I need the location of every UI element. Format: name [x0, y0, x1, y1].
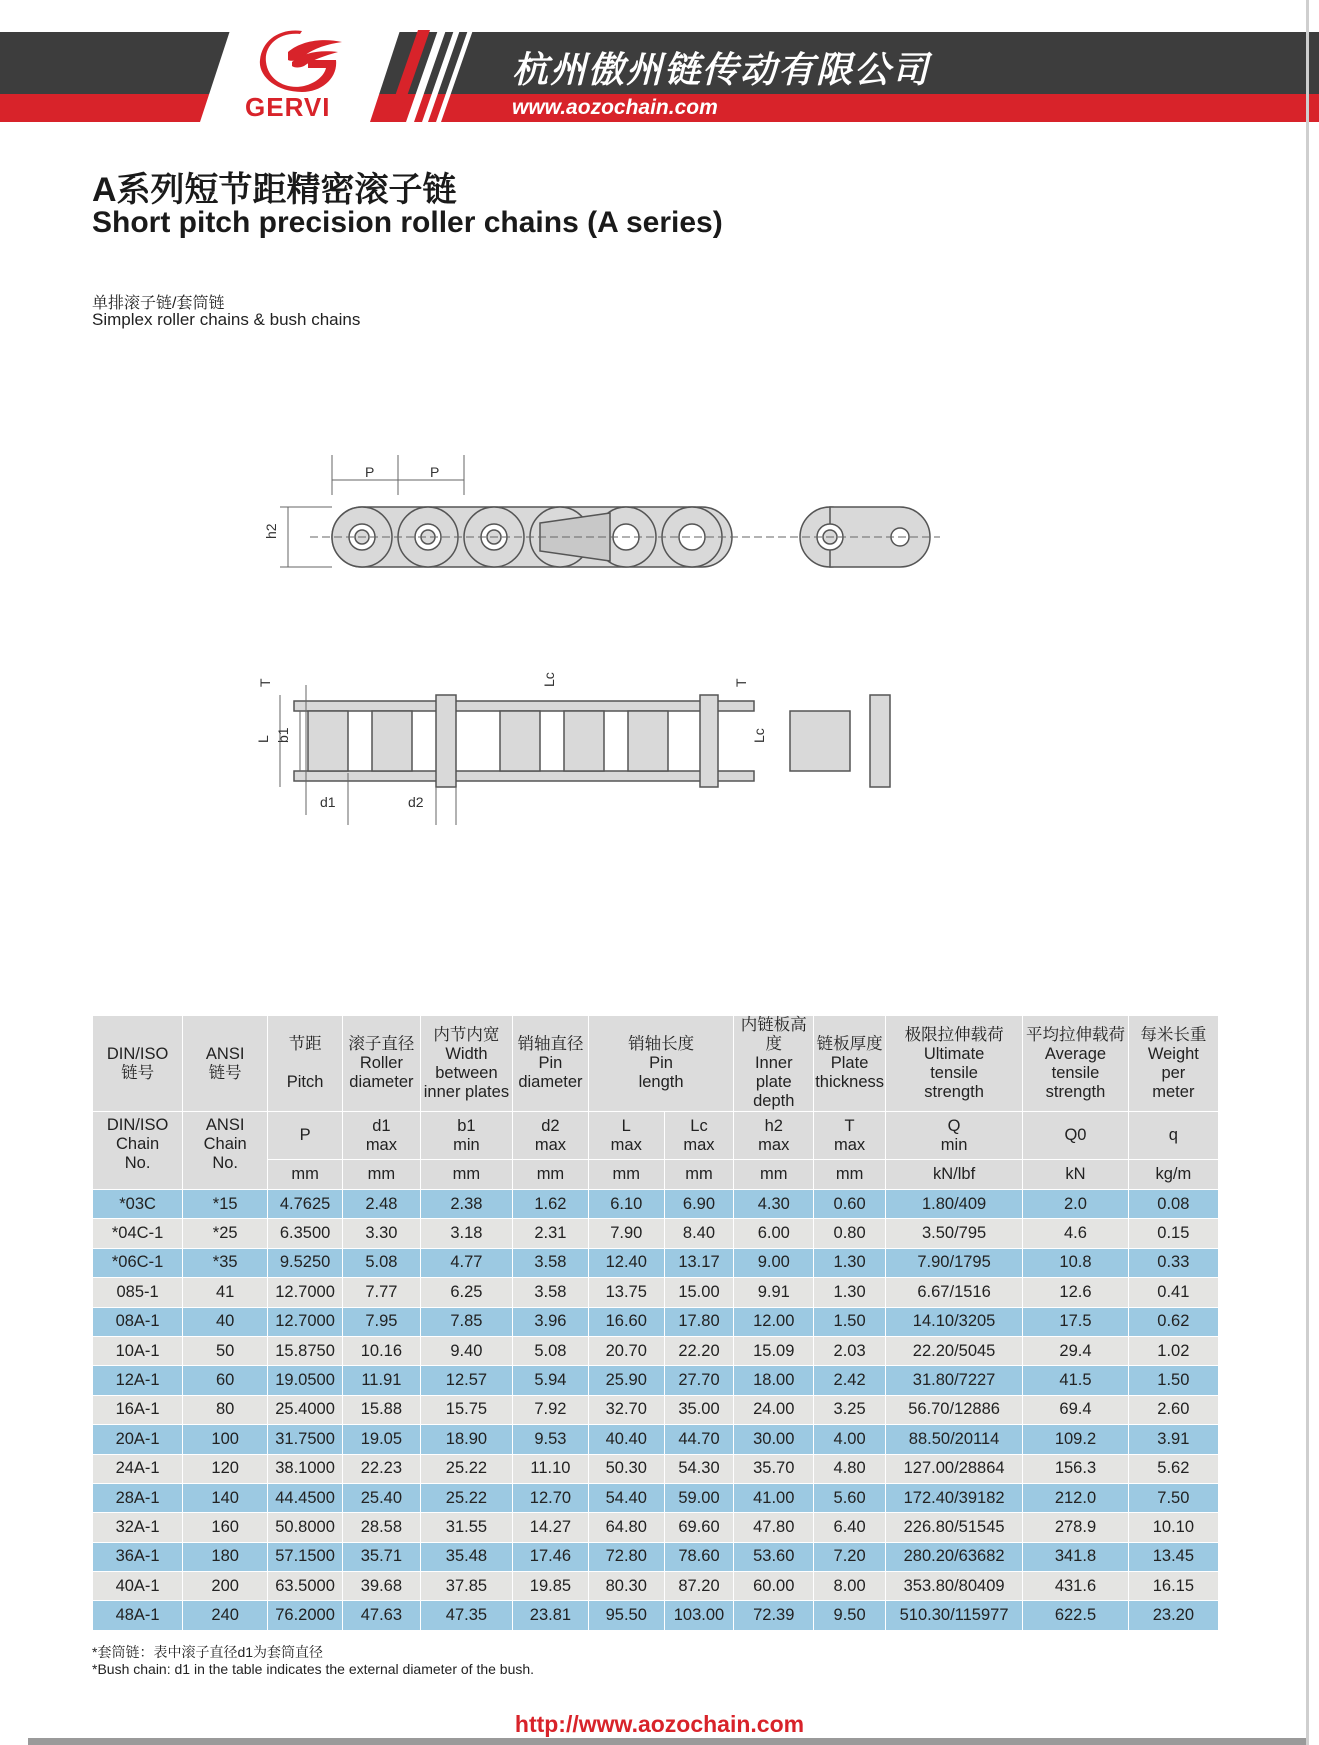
table-cell: 4.77 [420, 1248, 512, 1277]
table-cell: 5.94 [513, 1366, 589, 1395]
table-cell: 4.30 [734, 1190, 814, 1219]
table-cell: 14.10/3205 [885, 1307, 1022, 1336]
table-cell: 76.2000 [268, 1601, 343, 1630]
table-cell: 32.70 [588, 1395, 664, 1424]
table-cell: 7.85 [420, 1307, 512, 1336]
table-cell: 16A-1 [93, 1395, 183, 1424]
table-cell: 4.00 [814, 1425, 886, 1454]
table-cell: 95.50 [588, 1601, 664, 1630]
table-cell: 2.0 [1023, 1190, 1129, 1219]
table-cell: 180 [183, 1542, 268, 1571]
label-lc-top: Lc [541, 672, 557, 687]
table-cell: 16.15 [1128, 1572, 1218, 1601]
table-cell: 23.20 [1128, 1601, 1218, 1630]
table-cell: 2.60 [1128, 1395, 1218, 1424]
table-row [93, 1601, 1219, 1630]
table-cell: 1.30 [814, 1248, 886, 1277]
table-cell: 7.20 [814, 1542, 886, 1571]
table-cell: 7.90/1795 [885, 1248, 1022, 1277]
page-title-en: Short pitch precision roller chains (A series) [92, 206, 723, 239]
table-cell: 13.45 [1128, 1542, 1218, 1571]
table-cell: 9.40 [420, 1336, 512, 1365]
table-cell: 085-1 [93, 1278, 183, 1307]
table-cell: 278.9 [1023, 1513, 1129, 1542]
table-cell: 27.70 [664, 1366, 734, 1395]
table-cell: 7.92 [513, 1395, 589, 1424]
table-cell: 8.00 [814, 1572, 886, 1601]
table-cell: 18.00 [734, 1366, 814, 1395]
header-unit: kN [1023, 1160, 1129, 1190]
table-cell: 341.8 [1023, 1542, 1129, 1571]
table-cell: 25.40 [342, 1483, 420, 1512]
subtitle-en: Simplex roller chains & bush chains [92, 310, 361, 329]
table-cell: 6.00 [734, 1219, 814, 1248]
table-cell: 3.96 [513, 1307, 589, 1336]
header-unit: kN/lbf [885, 1160, 1022, 1190]
table-cell: 7.77 [342, 1278, 420, 1307]
table-cell: 44.70 [664, 1425, 734, 1454]
table-cell: 44.4500 [268, 1483, 343, 1512]
table-cell: 3.91 [1128, 1425, 1218, 1454]
table-cell: 15.88 [342, 1395, 420, 1424]
table-cell: 10.16 [342, 1336, 420, 1365]
table-cell: 25.90 [588, 1366, 664, 1395]
table-cell: 13.75 [588, 1278, 664, 1307]
table-cell: 47.63 [342, 1601, 420, 1630]
table-cell: 6.3500 [268, 1219, 343, 1248]
table-row [93, 1483, 1219, 1512]
table-cell: 120 [183, 1454, 268, 1483]
chain-diagram [250, 455, 1070, 935]
table-cell: 10A-1 [93, 1336, 183, 1365]
table-cell: 25.4000 [268, 1395, 343, 1424]
table-cell: 80.30 [588, 1572, 664, 1601]
header-symbol: b1 min [420, 1112, 512, 1160]
table-row [93, 1248, 1219, 1277]
header-symbol: Lc max [664, 1112, 734, 1160]
table-cell: 28.58 [342, 1513, 420, 1542]
table-cell: 29.4 [1023, 1336, 1129, 1365]
table-cell: 28A-1 [93, 1483, 183, 1512]
table-cell: 3.18 [420, 1219, 512, 1248]
table-cell: 4.7625 [268, 1190, 343, 1219]
page-header [0, 0, 1319, 122]
table-cell: 37.85 [420, 1572, 512, 1601]
table-cell: 40A-1 [93, 1572, 183, 1601]
header-pitch: 节距 Pitch [268, 1016, 343, 1112]
table-cell: 56.70/12886 [885, 1395, 1022, 1424]
table-cell: 50.8000 [268, 1513, 343, 1542]
footer-link[interactable]: http://www.aozochain.com [514, 1711, 805, 1737]
table-cell: 622.5 [1023, 1601, 1129, 1630]
table-cell: 103.00 [664, 1601, 734, 1630]
table-row [93, 1513, 1219, 1542]
table-cell: 0.15 [1128, 1219, 1218, 1248]
header-unit: mm [734, 1160, 814, 1190]
header-unit: mm [588, 1160, 664, 1190]
table-cell: *03C [93, 1190, 183, 1219]
table-cell: 17.80 [664, 1307, 734, 1336]
table-cell: 10.8 [1023, 1248, 1129, 1277]
table-cell: 4.6 [1023, 1219, 1129, 1248]
table-row [93, 1336, 1219, 1365]
table-cell: 23.81 [513, 1601, 589, 1630]
table-cell: 24A-1 [93, 1454, 183, 1483]
chain-top-view [294, 695, 890, 787]
table-cell: 431.6 [1023, 1572, 1129, 1601]
table-cell: 18.90 [420, 1425, 512, 1454]
label-t-right: T [733, 678, 749, 687]
header-unit: mm [268, 1160, 343, 1190]
table-cell: 4.80 [814, 1454, 886, 1483]
header-symbol: d2 max [513, 1112, 589, 1160]
table-cell: 2.03 [814, 1336, 886, 1365]
table-cell: 12.7000 [268, 1307, 343, 1336]
table-cell: 35.48 [420, 1542, 512, 1571]
table-cell: 240 [183, 1601, 268, 1630]
header-roller: 滚子直径 Roller diameter [342, 1016, 420, 1112]
table-cell: 0.33 [1128, 1248, 1218, 1277]
table-cell: 2.31 [513, 1219, 589, 1248]
table-cell: 41.5 [1023, 1366, 1129, 1395]
table-cell: 3.25 [814, 1395, 886, 1424]
table-cell: 15.8750 [268, 1336, 343, 1365]
table-cell: 7.50 [1128, 1483, 1218, 1512]
table-cell: 63.5000 [268, 1572, 343, 1601]
slash-decoration-icon [380, 26, 490, 122]
label-p2: P [430, 464, 440, 480]
header-unit: mm [664, 1160, 734, 1190]
table-row [93, 1278, 1219, 1307]
table-cell: 22.20 [664, 1336, 734, 1365]
table-cell: 22.20/5045 [885, 1336, 1022, 1365]
table-cell: 212.0 [1023, 1483, 1129, 1512]
header-width: 内节内宽 Width between inner plates [420, 1016, 512, 1112]
table-cell: 16.60 [588, 1307, 664, 1336]
table-cell: 6.67/1516 [885, 1278, 1022, 1307]
table-cell: 64.80 [588, 1513, 664, 1542]
table-cell: 72.80 [588, 1542, 664, 1571]
table-cell: 172.40/39182 [885, 1483, 1022, 1512]
table-cell: 87.20 [664, 1572, 734, 1601]
table-cell: 40 [183, 1307, 268, 1336]
label-d2: d2 [408, 794, 424, 810]
table-cell: 1.50 [814, 1307, 886, 1336]
table-cell: 5.60 [814, 1483, 886, 1512]
table-cell: 41.00 [734, 1483, 814, 1512]
header-website: www.aozochain.com [512, 96, 718, 119]
header-symbol: q [1128, 1112, 1218, 1160]
table-cell: 510.30/115977 [885, 1601, 1022, 1630]
table-cell: 0.08 [1128, 1190, 1218, 1219]
table-row [93, 1395, 1219, 1424]
table-cell: 1.80/409 [885, 1190, 1022, 1219]
table-cell: 32A-1 [93, 1513, 183, 1542]
table-cell: *25 [183, 1219, 268, 1248]
table-cell: 39.68 [342, 1572, 420, 1601]
header-weight: 每米长重 Weight per meter [1128, 1016, 1218, 1112]
table-cell: 54.30 [664, 1454, 734, 1483]
table-cell: 78.60 [664, 1542, 734, 1571]
table-cell: 6.90 [664, 1190, 734, 1219]
table-cell: 20A-1 [93, 1425, 183, 1454]
header-symbol: d1 max [342, 1112, 420, 1160]
table-cell: 9.50 [814, 1601, 886, 1630]
table-cell: 109.2 [1023, 1425, 1129, 1454]
table-cell: *15 [183, 1190, 268, 1219]
table-cell: 9.00 [734, 1248, 814, 1277]
spec-table [92, 1015, 1219, 1631]
header-plate-depth: 内链板高度 Inner plate depth [734, 1016, 814, 1112]
footnote-cn: *套筒链：表中滚子直径d1为套筒直径 [92, 1644, 324, 1660]
table-cell: 3.50/795 [885, 1219, 1022, 1248]
table-cell: 57.1500 [268, 1542, 343, 1571]
header-ansi-cn: ANSI 链号 [183, 1016, 268, 1112]
right-edge-rule [1306, 0, 1309, 1745]
label-h2: h2 [263, 523, 279, 539]
table-cell: 6.25 [420, 1278, 512, 1307]
table-cell: 35.70 [734, 1454, 814, 1483]
table-row [93, 1190, 1219, 1219]
table-row [93, 1366, 1219, 1395]
header-din-cn: DIN/ISO 链号 [93, 1016, 183, 1112]
table-cell: 41 [183, 1278, 268, 1307]
table-cell: 72.39 [734, 1601, 814, 1630]
table-cell: 5.62 [1128, 1454, 1218, 1483]
table-cell: 11.91 [342, 1366, 420, 1395]
table-cell: 200 [183, 1572, 268, 1601]
table-cell: 6.40 [814, 1513, 886, 1542]
header-din-en: DIN/ISO Chain No. [93, 1112, 183, 1190]
table-cell: 24.00 [734, 1395, 814, 1424]
table-cell: 30.00 [734, 1425, 814, 1454]
footer-bar [28, 1738, 1306, 1745]
table-cell: 47.80 [734, 1513, 814, 1542]
table-cell: 0.41 [1128, 1278, 1218, 1307]
table-cell: 280.20/63682 [885, 1542, 1022, 1571]
label-l: L [255, 735, 271, 743]
table-cell: 3.58 [513, 1278, 589, 1307]
table-cell: 12.40 [588, 1248, 664, 1277]
table-cell: 100 [183, 1425, 268, 1454]
table-cell: 35.00 [664, 1395, 734, 1424]
table-cell: 60 [183, 1366, 268, 1395]
logo-text: GERVI [245, 92, 331, 122]
header-pin-len: 销轴长度 Pin length [588, 1016, 733, 1112]
table-cell: 47.35 [420, 1601, 512, 1630]
table-cell: 8.40 [664, 1219, 734, 1248]
table-cell: 140 [183, 1483, 268, 1512]
table-cell: 9.53 [513, 1425, 589, 1454]
footnote-en: *Bush chain: d1 in the table indicates the external diameter of the bush. [92, 1661, 535, 1677]
table-cell: 1.50 [1128, 1366, 1218, 1395]
table-cell: 0.80 [814, 1219, 886, 1248]
table-cell: 31.7500 [268, 1425, 343, 1454]
table-cell: 54.40 [588, 1483, 664, 1512]
table-cell: 08A-1 [93, 1307, 183, 1336]
header-symbol: Q min [885, 1112, 1022, 1160]
table-cell: 5.08 [342, 1248, 420, 1277]
table-cell: 9.91 [734, 1278, 814, 1307]
gervi-logo-icon [258, 30, 344, 92]
header-symbol: h2 max [734, 1112, 814, 1160]
table-cell: 11.10 [513, 1454, 589, 1483]
label-b1: b1 [275, 727, 291, 743]
table-cell: 12A-1 [93, 1366, 183, 1395]
table-row [93, 1425, 1219, 1454]
header-symbol: Q0 [1023, 1112, 1129, 1160]
table-row [93, 1454, 1219, 1483]
table-row [93, 1219, 1219, 1248]
table-cell: 13.17 [664, 1248, 734, 1277]
company-name: 杭州傲州链传动有限公司 [512, 49, 931, 90]
table-cell: 80 [183, 1395, 268, 1424]
header-ultimate: 极限拉伸载荷 Ultimate tensile strength [885, 1016, 1022, 1112]
header-unit: mm [420, 1160, 512, 1190]
table-cell: 9.5250 [268, 1248, 343, 1277]
header-unit: mm [342, 1160, 420, 1190]
table-cell: *06C-1 [93, 1248, 183, 1277]
header-ansi-en: ANSI Chain No. [183, 1112, 268, 1190]
table-cell: 19.05 [342, 1425, 420, 1454]
header-unit: mm [814, 1160, 886, 1190]
table-cell: 17.46 [513, 1542, 589, 1571]
page-title-cn: A系列短节距精密滚子链 [92, 171, 457, 209]
table-cell: 2.48 [342, 1190, 420, 1219]
table-cell: 14.27 [513, 1513, 589, 1542]
table-cell: 19.0500 [268, 1366, 343, 1395]
label-d1: d1 [320, 794, 336, 810]
table-cell: *04C-1 [93, 1219, 183, 1248]
table-cell: 15.00 [664, 1278, 734, 1307]
table-cell: 38.1000 [268, 1454, 343, 1483]
table-cell: 2.42 [814, 1366, 886, 1395]
header-plate-thick: 链板厚度 Plate thickness [814, 1016, 886, 1112]
table-cell: 69.60 [664, 1513, 734, 1542]
table-cell: 7.90 [588, 1219, 664, 1248]
label-t-left: T [257, 678, 273, 687]
header-symbol: P [268, 1112, 343, 1160]
table-cell: 15.75 [420, 1395, 512, 1424]
table-cell: 1.30 [814, 1278, 886, 1307]
table-cell: 59.00 [664, 1483, 734, 1512]
table-cell: 12.00 [734, 1307, 814, 1336]
table-cell: 31.80/7227 [885, 1366, 1022, 1395]
table-cell: 10.10 [1128, 1513, 1218, 1542]
table-cell: 5.08 [513, 1336, 589, 1365]
table-cell: 226.80/51545 [885, 1513, 1022, 1542]
header-pin-dia: 销轴直径 Pin diameter [513, 1016, 589, 1112]
table-cell: 50 [183, 1336, 268, 1365]
table-cell: 3.30 [342, 1219, 420, 1248]
table-cell: 1.62 [513, 1190, 589, 1219]
table-row [93, 1307, 1219, 1336]
table-cell: 7.95 [342, 1307, 420, 1336]
table-cell: 60.00 [734, 1572, 814, 1601]
table-cell: 88.50/20114 [885, 1425, 1022, 1454]
header-unit: kg/m [1128, 1160, 1218, 1190]
table-cell: 156.3 [1023, 1454, 1129, 1483]
table-cell: 6.10 [588, 1190, 664, 1219]
table-cell: 25.22 [420, 1483, 512, 1512]
table-cell: 17.5 [1023, 1307, 1129, 1336]
table-cell: 22.23 [342, 1454, 420, 1483]
table-cell: 53.60 [734, 1542, 814, 1571]
table-cell: 2.38 [420, 1190, 512, 1219]
table-cell: 15.09 [734, 1336, 814, 1365]
header-symbol: L max [588, 1112, 664, 1160]
table-cell: 1.02 [1128, 1336, 1218, 1365]
table-cell: 12.7000 [268, 1278, 343, 1307]
label-lc-right: Lc [751, 728, 767, 743]
table-cell: 0.62 [1128, 1307, 1218, 1336]
table-cell: 353.80/80409 [885, 1572, 1022, 1601]
table-cell: 50.30 [588, 1454, 664, 1483]
table-cell: 48A-1 [93, 1601, 183, 1630]
table-cell: 12.57 [420, 1366, 512, 1395]
table-cell: 31.55 [420, 1513, 512, 1542]
table-cell: 69.4 [1023, 1395, 1129, 1424]
table-cell: 12.70 [513, 1483, 589, 1512]
table-cell: 40.40 [588, 1425, 664, 1454]
table-cell: 127.00/28864 [885, 1454, 1022, 1483]
table-cell: 19.85 [513, 1572, 589, 1601]
table-cell: 20.70 [588, 1336, 664, 1365]
table-cell: 160 [183, 1513, 268, 1542]
header-unit: mm [513, 1160, 589, 1190]
table-cell: 35.71 [342, 1542, 420, 1571]
header-average: 平均拉伸载荷 Average tensile strength [1023, 1016, 1129, 1112]
subtitle-cn: 单排滚子链/套筒链 [92, 295, 225, 312]
header-symbol: T max [814, 1112, 886, 1160]
table-cell: 0.60 [814, 1190, 886, 1219]
table-cell: 12.6 [1023, 1278, 1129, 1307]
table-cell: 3.58 [513, 1248, 589, 1277]
table-cell: 25.22 [420, 1454, 512, 1483]
table-row [93, 1542, 1219, 1571]
table-cell: *35 [183, 1248, 268, 1277]
label-p1: P [365, 464, 375, 480]
table-row [93, 1572, 1219, 1601]
table-cell: 36A-1 [93, 1542, 183, 1571]
